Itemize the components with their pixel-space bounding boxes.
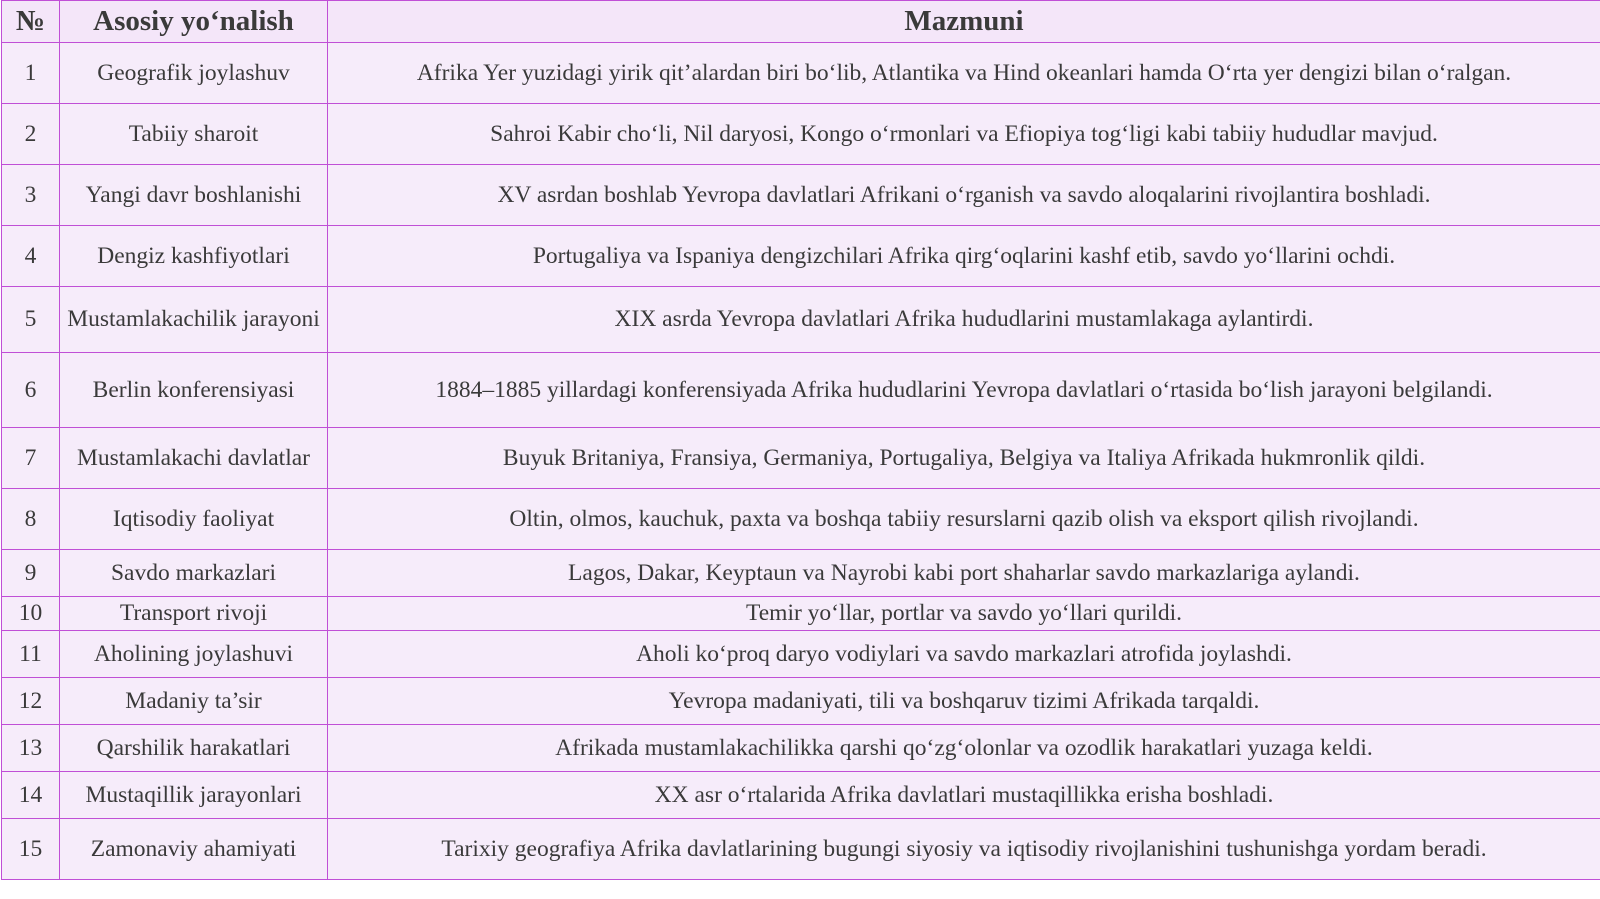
row-number: 10	[2, 597, 60, 631]
row-direction: Berlin konferensiyasi	[60, 353, 328, 428]
row-direction: Dengiz kashfiyotlari	[60, 226, 328, 287]
africa-history-table	[1, 0, 1600, 880]
row-content: Sahroi Kabir cho‘li, Nil daryosi, Kongo o‘rmonlari va Efiopiya tog‘ligi kabi tabiiy hududlar mavjud.	[328, 104, 1600, 165]
row-content: XX asr o‘rtalarida Afrika davlatlari mustaqillikka erisha boshladi.	[328, 772, 1600, 819]
table-row	[2, 725, 1600, 772]
row-number: 5	[2, 287, 60, 353]
row-number: 9	[2, 550, 60, 597]
row-number: 11	[2, 631, 60, 678]
table-row	[2, 353, 1600, 428]
row-direction: Qarshilik harakatlari	[60, 725, 328, 772]
table-row	[2, 631, 1600, 678]
row-number: 4	[2, 226, 60, 287]
row-number: 8	[2, 489, 60, 550]
row-number: 6	[2, 353, 60, 428]
table-row	[2, 819, 1600, 880]
row-direction: Geografik joylashuv	[60, 43, 328, 104]
header-content: Mazmuni	[328, 1, 1600, 43]
header-number: №	[2, 1, 60, 43]
row-content: Temir yo‘llar, portlar va savdo yo‘llari qurildi.	[328, 597, 1600, 631]
row-content: Tarixiy geografiya Afrika davlatlarining bugungi siyosiy va iqtisodiy rivojlanishini tushunishga yordam beradi.	[328, 819, 1600, 880]
row-content: Aholi ko‘proq daryo vodiylari va savdo markazlari atrofida joylashdi.	[328, 631, 1600, 678]
row-direction: Iqtisodiy faoliyat	[60, 489, 328, 550]
row-direction: Mustaqillik jarayonlari	[60, 772, 328, 819]
row-direction: Mustamlakachilik jarayoni	[60, 287, 328, 353]
table-row	[2, 428, 1600, 489]
row-content: 1884–1885 yillardagi konferensiyada Afrika hududlarini Yevropa davlatlari o‘rtasida bo‘lish jarayoni belgilandi.	[328, 353, 1600, 428]
table-row	[2, 678, 1600, 725]
row-content: Lagos, Dakar, Keyptaun va Nayrobi kabi port shaharlar savdo markazlariga aylandi.	[328, 550, 1600, 597]
table-row	[2, 597, 1600, 631]
table-row	[2, 287, 1600, 353]
row-direction: Mustamlakachi davlatlar	[60, 428, 328, 489]
table-row	[2, 43, 1600, 104]
header-row	[2, 1, 1600, 43]
row-content: Afrikada mustamlakachilikka qarshi qo‘zg‘olonlar va ozodlik harakatlari yuzaga keldi.	[328, 725, 1600, 772]
row-content: XIX asrda Yevropa davlatlari Afrika hududlarini mustamlakaga aylantirdi.	[328, 287, 1600, 353]
table-row	[2, 489, 1600, 550]
row-content: Afrika Yer yuzidagi yirik qit’alardan biri bo‘lib, Atlantika va Hind okeanlari hamda O‘rta yer dengizi bilan o‘ralgan.	[328, 43, 1600, 104]
row-direction: Yangi davr boshlanishi	[60, 165, 328, 226]
table-row	[2, 550, 1600, 597]
row-number: 13	[2, 725, 60, 772]
row-number: 15	[2, 819, 60, 880]
row-number: 14	[2, 772, 60, 819]
row-content: Yevropa madaniyati, tili va boshqaruv tizimi Afrikada tarqaldi.	[328, 678, 1600, 725]
row-direction: Transport rivoji	[60, 597, 328, 631]
row-direction: Tabiiy sharoit	[60, 104, 328, 165]
row-content: Oltin, olmos, kauchuk, paxta va boshqa tabiiy resurslarni qazib olish va eksport qilish rivojlandi.	[328, 489, 1600, 550]
row-number: 12	[2, 678, 60, 725]
row-number: 3	[2, 165, 60, 226]
row-direction: Zamonaviy ahamiyati	[60, 819, 328, 880]
row-number: 1	[2, 43, 60, 104]
header-direction: Asosiy yo‘nalish	[60, 1, 328, 43]
table-row	[2, 104, 1600, 165]
table-row	[2, 165, 1600, 226]
row-number: 2	[2, 104, 60, 165]
row-content: XV asrdan boshlab Yevropa davlatlari Afrikani o‘rganish va savdo aloqalarini rivojlantira boshladi.	[328, 165, 1600, 226]
row-content: Buyuk Britaniya, Fransiya, Germaniya, Portugaliya, Belgiya va Italiya Afrikada hukmronlik qildi.	[328, 428, 1600, 489]
table-row	[2, 226, 1600, 287]
row-content: Portugaliya va Ispaniya dengizchilari Afrika qirg‘oqlarini kashf etib, savdo yo‘llarini ochdi.	[328, 226, 1600, 287]
row-number: 7	[2, 428, 60, 489]
row-direction: Aholining joylashuvi	[60, 631, 328, 678]
table-row	[2, 772, 1600, 819]
row-direction: Madaniy ta’sir	[60, 678, 328, 725]
row-direction: Savdo markazlari	[60, 550, 328, 597]
